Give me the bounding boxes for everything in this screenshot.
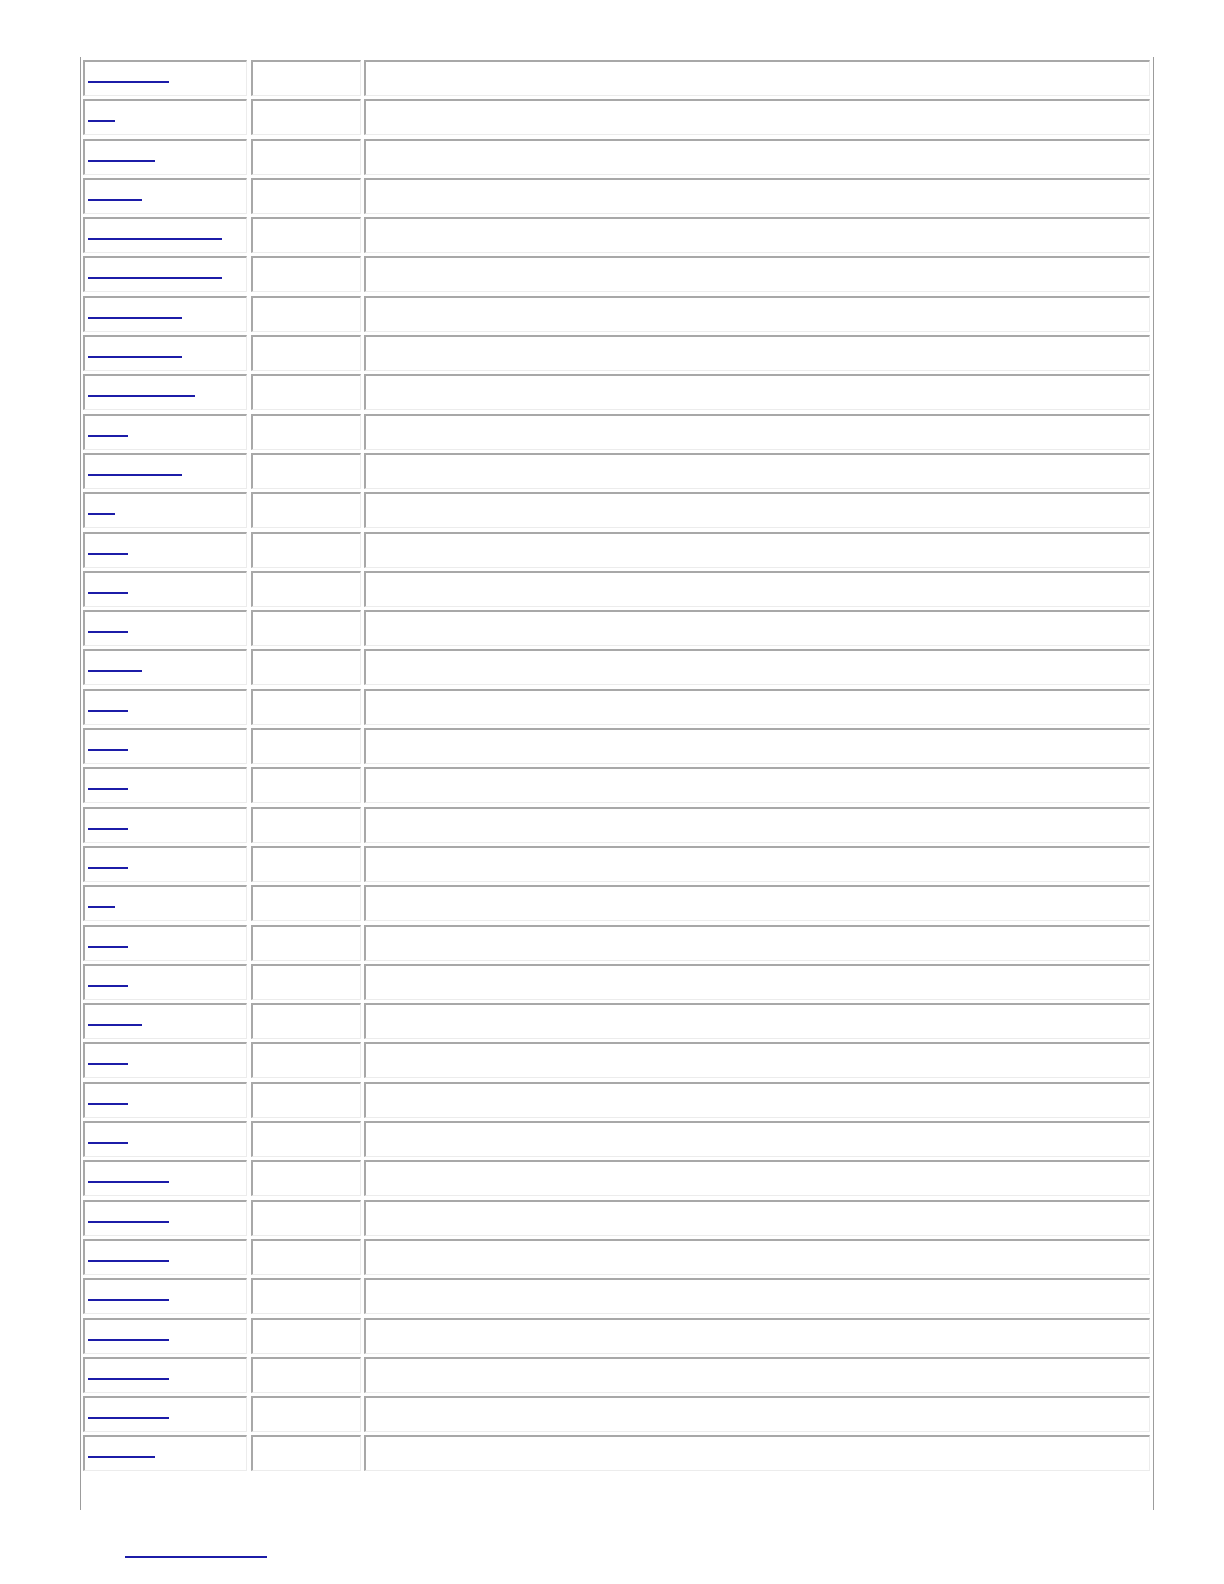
link-cell [83, 885, 247, 921]
description-cell [364, 689, 1150, 725]
row-link[interactable] [88, 1299, 169, 1301]
row-link[interactable] [88, 435, 128, 437]
link-cell [83, 728, 247, 764]
table-row [83, 335, 1150, 374]
value-cell [251, 532, 361, 568]
description-cell [364, 571, 1150, 607]
table-frame-left-edge [80, 57, 81, 1510]
value-cell [251, 571, 361, 607]
link-cell [83, 1435, 247, 1471]
value-cell [251, 649, 361, 685]
table-frame-right-edge [1153, 57, 1154, 1510]
row-link[interactable] [88, 1024, 142, 1026]
value-cell [251, 610, 361, 646]
table-row [83, 1435, 1150, 1474]
description-cell [364, 1121, 1150, 1157]
table-row [83, 885, 1150, 924]
table-row [83, 1121, 1150, 1160]
row-link[interactable] [88, 317, 182, 319]
row-link[interactable] [88, 1260, 169, 1262]
table-row [83, 649, 1150, 688]
link-cell [83, 374, 247, 410]
value-cell [251, 374, 361, 410]
value-cell [251, 925, 361, 961]
row-link[interactable] [88, 395, 195, 397]
link-cell [83, 1121, 247, 1157]
table-row [83, 689, 1150, 728]
description-cell [364, 925, 1150, 961]
value-cell [251, 1082, 361, 1118]
table-row [83, 1357, 1150, 1396]
table-row [83, 767, 1150, 806]
table-row [83, 1278, 1150, 1317]
row-link[interactable] [88, 238, 222, 240]
description-cell [364, 767, 1150, 803]
description-cell [364, 1003, 1150, 1039]
link-cell [83, 649, 247, 685]
table-row [83, 728, 1150, 767]
link-cell [83, 610, 247, 646]
table-row [83, 374, 1150, 413]
link-cell [83, 256, 247, 292]
table-row [83, 925, 1150, 964]
value-cell [251, 1396, 361, 1432]
description-cell [364, 99, 1150, 135]
description-cell [364, 217, 1150, 253]
row-link[interactable] [88, 592, 128, 594]
description-cell [364, 256, 1150, 292]
link-cell [83, 217, 247, 253]
table-row [83, 964, 1150, 1003]
value-cell [251, 1042, 361, 1078]
table-row [83, 1318, 1150, 1357]
description-cell [364, 807, 1150, 843]
link-cell [83, 1160, 247, 1196]
value-cell [251, 1435, 361, 1471]
description-cell [364, 728, 1150, 764]
table-row [83, 99, 1150, 138]
row-link[interactable] [88, 670, 142, 672]
row-link[interactable] [88, 788, 128, 790]
table-row [83, 1042, 1150, 1081]
row-link[interactable] [88, 356, 182, 358]
table-row [83, 1003, 1150, 1042]
value-cell [251, 296, 361, 332]
description-cell [364, 1200, 1150, 1236]
description-cell [364, 649, 1150, 685]
value-cell [251, 728, 361, 764]
row-link[interactable] [88, 749, 128, 751]
table-row [83, 571, 1150, 610]
description-cell [364, 1396, 1150, 1432]
row-link[interactable] [88, 277, 222, 279]
table-row [83, 610, 1150, 649]
table-row [83, 217, 1150, 256]
table-row [83, 296, 1150, 335]
description-cell [364, 1318, 1150, 1354]
row-link[interactable] [88, 1142, 128, 1144]
row-link[interactable] [88, 120, 115, 122]
link-cell [83, 767, 247, 803]
row-link[interactable] [88, 867, 128, 869]
description-cell [364, 60, 1150, 96]
description-cell [364, 1239, 1150, 1275]
value-cell [251, 767, 361, 803]
table-row [83, 532, 1150, 571]
description-cell [364, 374, 1150, 410]
description-cell [364, 414, 1150, 450]
row-link[interactable] [88, 985, 128, 987]
row-link[interactable] [88, 1221, 169, 1223]
value-cell [251, 1160, 361, 1196]
description-cell [364, 139, 1150, 175]
link-cell [83, 335, 247, 371]
row-link[interactable] [88, 1456, 155, 1458]
table-row [83, 1396, 1150, 1435]
table-row [83, 256, 1150, 295]
link-cell [83, 414, 247, 450]
row-link[interactable] [88, 1378, 169, 1380]
table-row [83, 414, 1150, 453]
row-link[interactable] [88, 199, 142, 201]
footer-link[interactable] [125, 1556, 267, 1558]
value-cell [251, 492, 361, 528]
link-cell [83, 1042, 247, 1078]
row-link[interactable] [88, 1103, 128, 1105]
value-cell [251, 335, 361, 371]
link-cell [83, 1278, 247, 1314]
description-cell [364, 1435, 1150, 1471]
row-link[interactable] [88, 1063, 128, 1065]
value-cell [251, 807, 361, 843]
table-row [83, 453, 1150, 492]
table-row [83, 492, 1150, 531]
row-link[interactable] [88, 160, 155, 162]
link-cell [83, 925, 247, 961]
link-cell [83, 1239, 247, 1275]
value-cell [251, 217, 361, 253]
value-cell [251, 964, 361, 1000]
description-cell [364, 964, 1150, 1000]
value-cell [251, 139, 361, 175]
description-cell [364, 1357, 1150, 1393]
value-cell [251, 178, 361, 214]
row-link[interactable] [88, 631, 128, 633]
description-cell [364, 1082, 1150, 1118]
description-cell [364, 335, 1150, 371]
description-cell [364, 532, 1150, 568]
row-link[interactable] [88, 1181, 169, 1183]
link-cell [83, 99, 247, 135]
table-row [83, 60, 1150, 99]
row-link[interactable] [88, 474, 182, 476]
table-row [83, 1239, 1150, 1278]
table-row [83, 139, 1150, 178]
link-cell [83, 1082, 247, 1118]
description-cell [364, 846, 1150, 882]
row-link[interactable] [88, 710, 128, 712]
link-cell [83, 139, 247, 175]
description-cell [364, 178, 1150, 214]
value-cell [251, 60, 361, 96]
row-link[interactable] [88, 946, 128, 948]
value-cell [251, 885, 361, 921]
link-cell [83, 453, 247, 489]
description-cell [364, 610, 1150, 646]
link-cell [83, 1396, 247, 1432]
link-cell [83, 807, 247, 843]
value-cell [251, 1357, 361, 1393]
value-cell [251, 1278, 361, 1314]
link-cell [83, 964, 247, 1000]
link-cell [83, 492, 247, 528]
description-cell [364, 492, 1150, 528]
value-cell [251, 1003, 361, 1039]
row-link[interactable] [88, 1417, 169, 1419]
value-cell [251, 414, 361, 450]
value-cell [251, 453, 361, 489]
description-cell [364, 1278, 1150, 1314]
table-row [83, 846, 1150, 885]
table-row [83, 178, 1150, 217]
row-link[interactable] [88, 81, 169, 83]
link-cell [83, 1003, 247, 1039]
link-cell [83, 296, 247, 332]
row-link[interactable] [88, 828, 128, 830]
value-cell [251, 1121, 361, 1157]
link-cell [83, 571, 247, 607]
row-link[interactable] [88, 906, 115, 908]
row-link[interactable] [88, 553, 128, 555]
description-cell [364, 296, 1150, 332]
link-cell [83, 1200, 247, 1236]
value-cell [251, 689, 361, 725]
row-link[interactable] [88, 1339, 169, 1341]
description-cell [364, 885, 1150, 921]
table-row [83, 1160, 1150, 1199]
link-cell [83, 178, 247, 214]
description-cell [364, 453, 1150, 489]
row-link[interactable] [88, 513, 115, 515]
description-cell [364, 1160, 1150, 1196]
value-cell [251, 256, 361, 292]
link-cell [83, 689, 247, 725]
table-row [83, 1200, 1150, 1239]
value-cell [251, 99, 361, 135]
value-cell [251, 846, 361, 882]
link-cell [83, 60, 247, 96]
link-cell [83, 532, 247, 568]
table-row [83, 807, 1150, 846]
table-row [83, 1082, 1150, 1121]
value-cell [251, 1200, 361, 1236]
data-table [83, 60, 1150, 1475]
link-cell [83, 1357, 247, 1393]
link-cell [83, 846, 247, 882]
description-cell [364, 1042, 1150, 1078]
link-cell [83, 1318, 247, 1354]
value-cell [251, 1239, 361, 1275]
value-cell [251, 1318, 361, 1354]
